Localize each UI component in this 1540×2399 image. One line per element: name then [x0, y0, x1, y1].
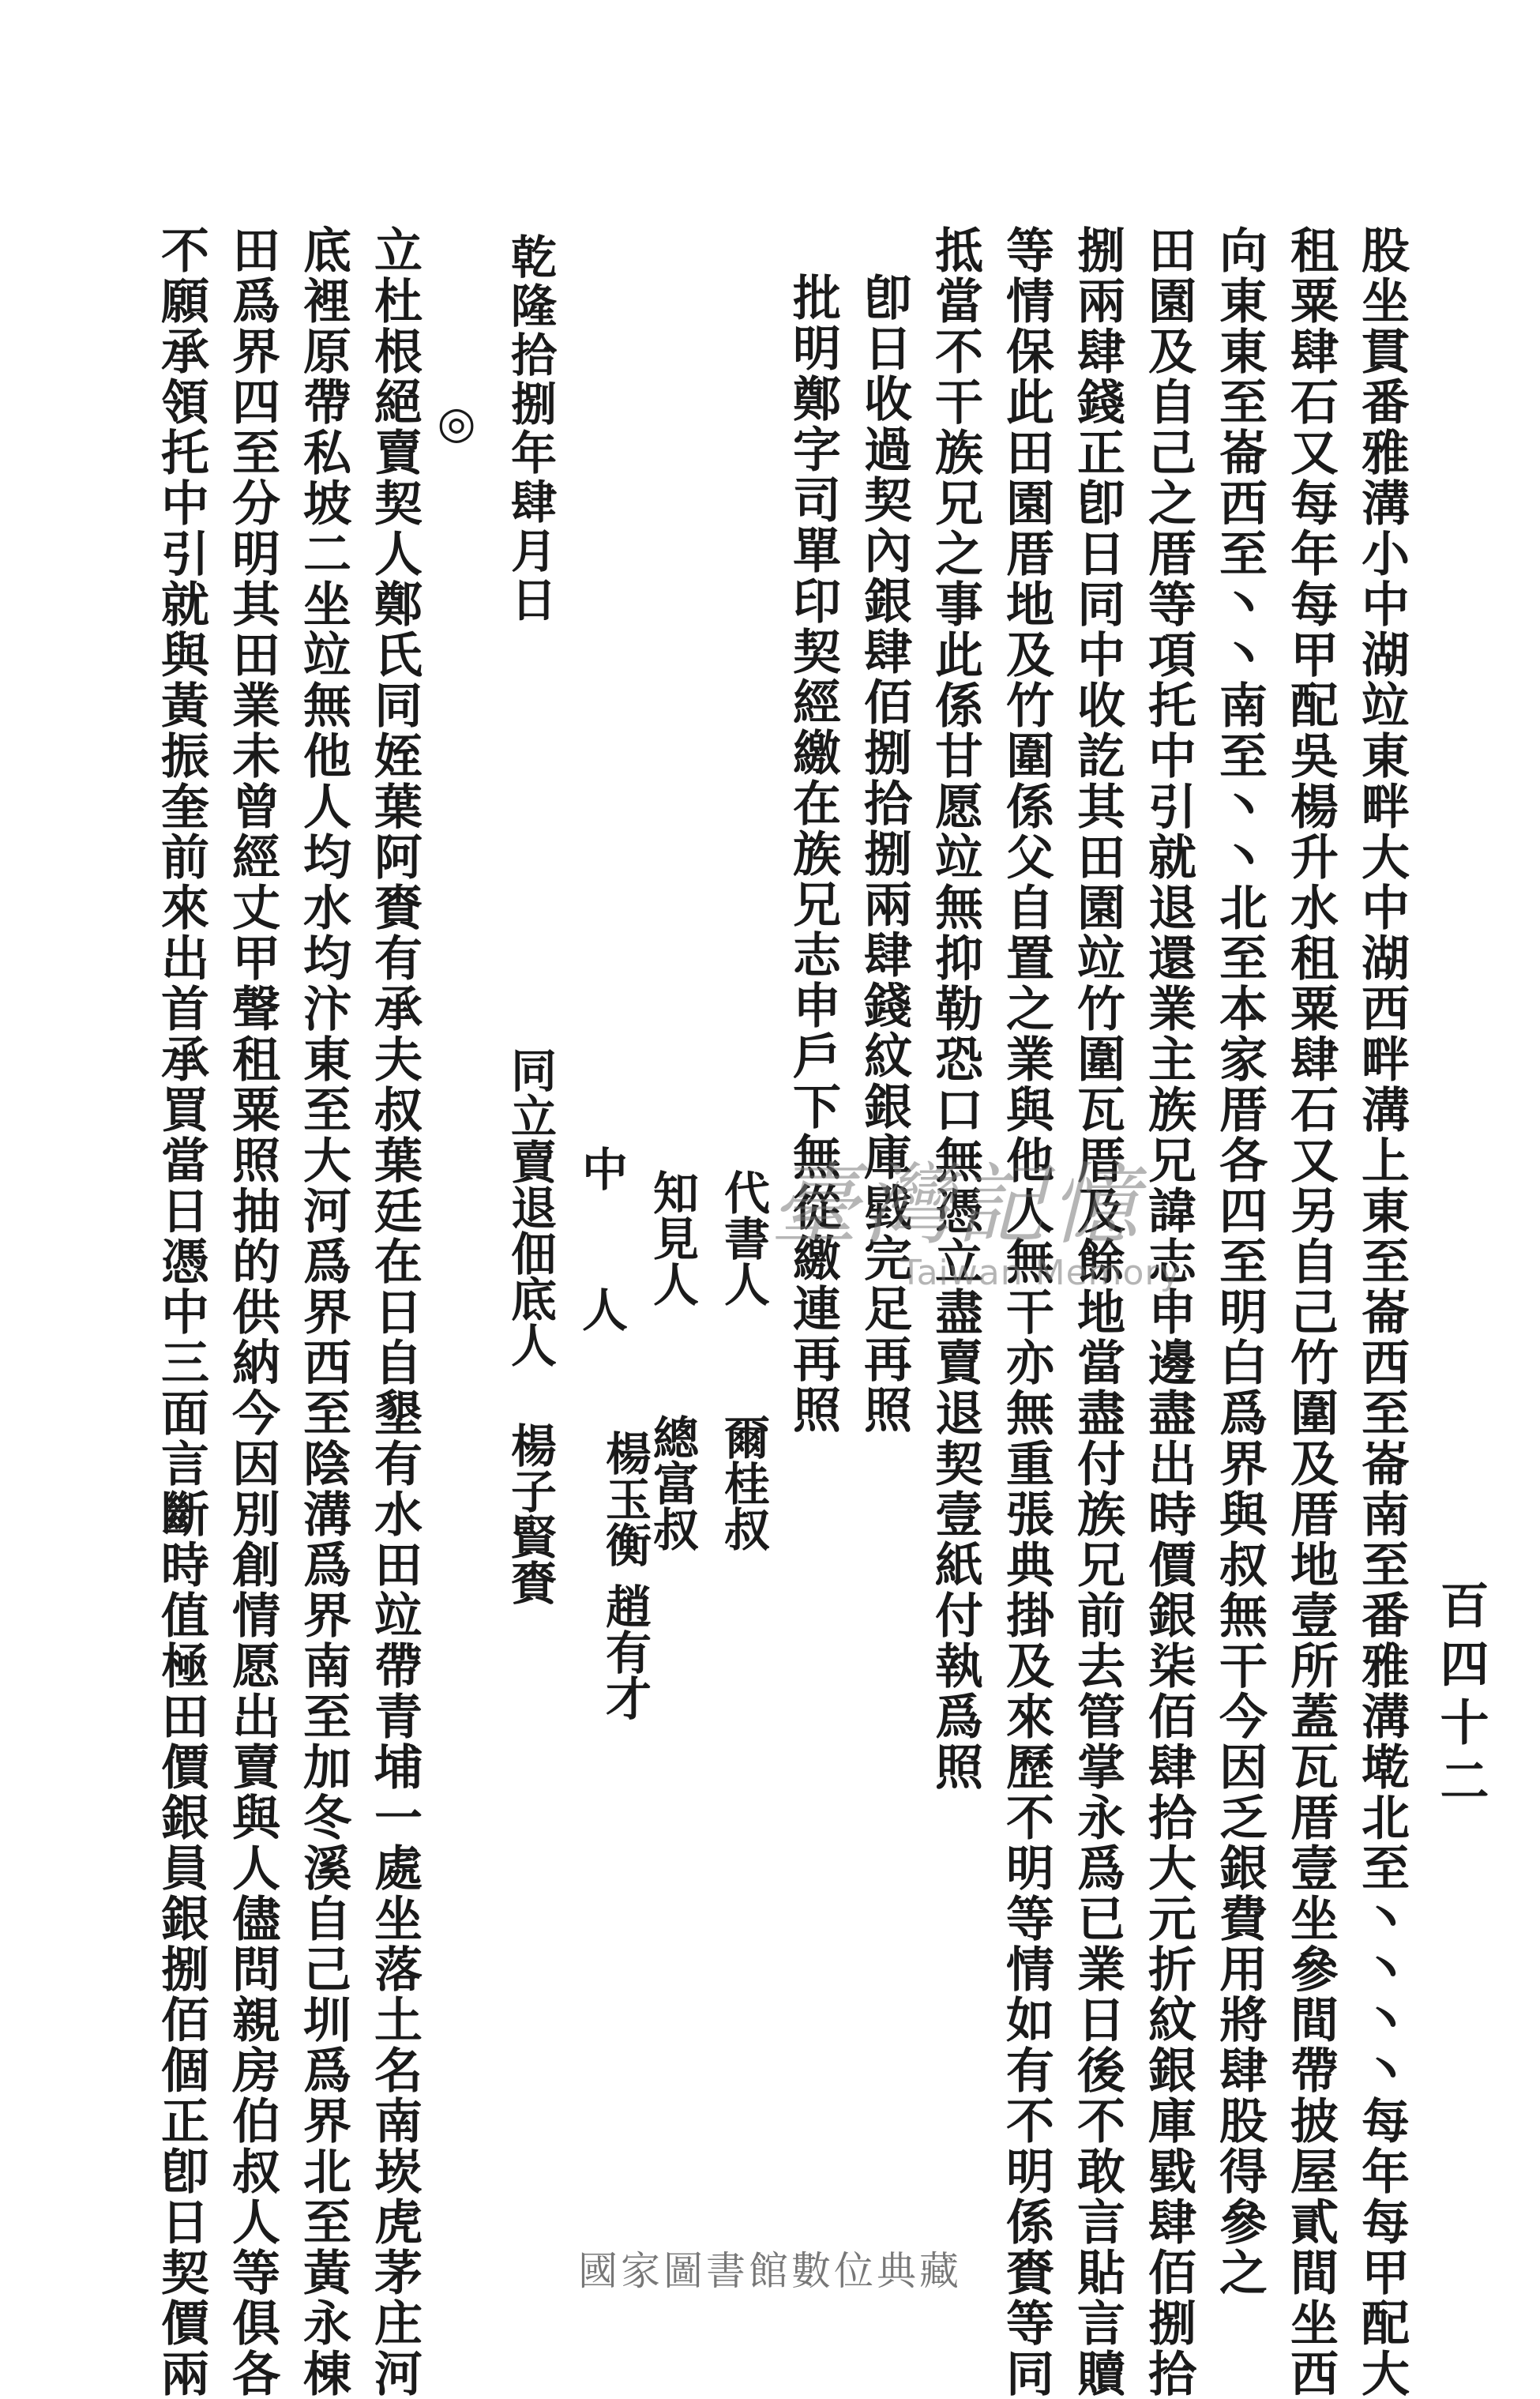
watermark-title: 臺灣記憶: [770, 1154, 1143, 1257]
contract1-column-9: 批明鄭字司單印契經繳在族兄志申戶下無從繳連再照: [785, 273, 841, 1435]
section-mark: ◎: [437, 397, 476, 449]
scribe-name: 爾桂叔: [716, 1414, 770, 1551]
middleman-names: 楊玉衡 趙有才: [598, 1430, 652, 1721]
contract1-column-1: 股坐貫番雅溝小中湖竝東畔大中湖西畔溝上東至崙西至崙南至番雅溝墘北至丶丶丶丶每年每甲配大: [1354, 225, 1410, 2399]
contract1-column-2: 租粟肆石又每年每甲配吳楊升水租粟肆石又另自己竹圍及厝地壹所蓋瓦厝壹坐參間帶披屋貳間坐西: [1283, 225, 1339, 2399]
contract2-column-4: 不願承領托中引就與黃振奎前來出首承買當日憑中三面言斷時值極田價銀員銀捌佰個正卽日契價兩: [153, 225, 209, 2399]
middleman-label: 中人: [574, 1145, 628, 1427]
contract1-column-8: 卽日收過契內銀肆佰捌拾捌兩肆錢紋銀庫戥完足再照: [856, 273, 912, 1435]
contract1-column-4: 田園及自己之厝等項托中引就退還業主族兄諱志申邊盡出時價銀柒佰肆拾大元折紋銀庫戥肆佰捌拾: [1140, 225, 1196, 2399]
witness-label: 知見人: [645, 1169, 699, 1307]
contract1-column-6: 等情保此田園厝地及竹圍係父自置之業與他人無干亦無重張典掛及來歷不明等情如有不明係賚等同: [998, 225, 1054, 2399]
contract-date: 乾隆拾捌年肆月日: [503, 233, 557, 625]
scribe-label: 代書人: [716, 1169, 770, 1307]
contract1-column-7: 抵當不干族兄之事此係甘愿竝無抑勒恐口無憑立盡賣退契壹紙付執爲照: [927, 225, 983, 1792]
page-number: 百四十二: [1432, 1580, 1489, 1814]
seller-label: 同立賣退佃底人: [503, 1047, 557, 1367]
footer-credit: 國家圖書館數位典藏: [578, 2248, 962, 2294]
contract2-column-3: 田爲界四至分明其田業未曾經丈甲聲租粟照抽的供納今因別創情愿出賣與人儘問親房伯叔人等俱各: [224, 225, 280, 2399]
watermark-subtitle: Taiwan Memory: [900, 1253, 1181, 1293]
seller-name: 楊子賢賚: [503, 1422, 557, 1605]
contract1-column-5: 捌兩肆錢正卽日同中收訖其田園竝竹圍瓦厝及餘地當盡付族兄前去管掌永爲已業日後不敢言貼言贖: [1069, 225, 1125, 2399]
witness-name: 總富叔: [645, 1414, 699, 1551]
contract2-column-2: 底裡原帶私坡二坐竝無他人均水均汴東至大河爲界西至陰溝爲界南至加冬溪自己圳爲界北至黃永棟: [295, 225, 351, 2399]
contract1-column-3: 向東東至崙西至丶丶南至丶丶北至本家厝各四至明白爲界與叔無干今因乏銀費用將肆股得參之: [1211, 225, 1268, 2298]
contract2-column-1: 立杜根絕賣契人鄭氏同姪葉阿賚有承夫叔葉廷在日自墾有水田竝帶青埔一處坐落土名南崁虎茅庄河: [366, 225, 423, 2399]
